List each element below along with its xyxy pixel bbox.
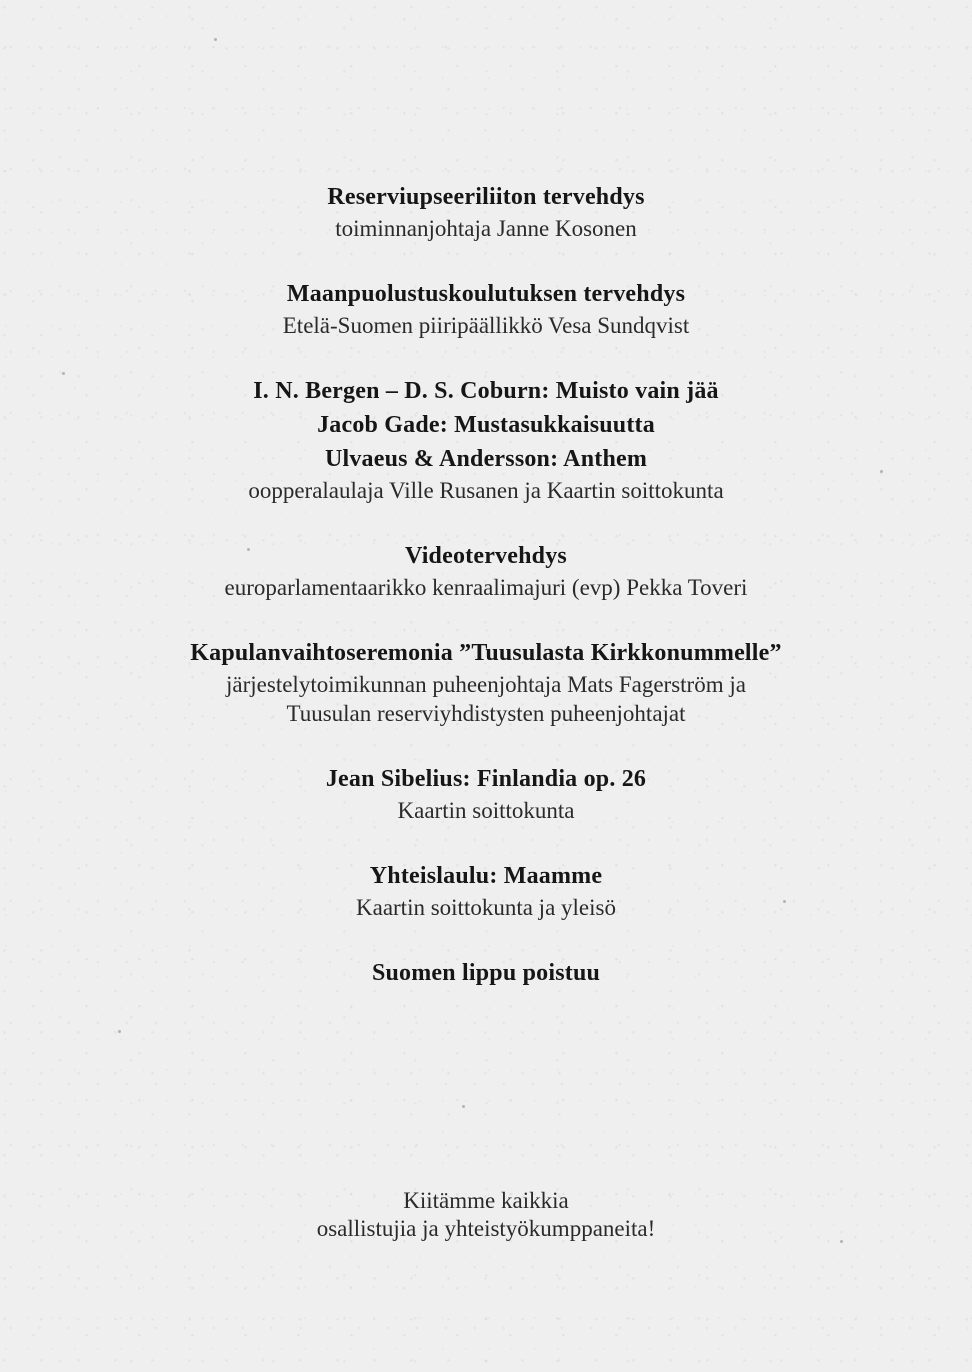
program-item-title: Jacob Gade: Mustasukkaisuutta bbox=[317, 412, 655, 438]
paper-speck bbox=[783, 900, 786, 903]
program-item-performer: Tuusulan reserviyhdistysten puheenjohtajat bbox=[286, 701, 686, 726]
program-item-performer: järjestelytoimikunnan puheenjohtaja Mats Fagerström ja bbox=[226, 672, 746, 697]
paper-speck bbox=[462, 1105, 465, 1108]
paper-speck bbox=[840, 1240, 843, 1243]
program-item-performer: europarlamentaarikko kenraalimajuri (evp) Pekka Toveri bbox=[224, 575, 748, 600]
paper-speck bbox=[247, 548, 250, 551]
program-item-title: Yhteislaulu: Maamme bbox=[369, 863, 603, 889]
program-item-title: Maanpuolustuskoulutuksen tervehdys bbox=[286, 281, 686, 307]
program-item-title: Reserviupseeriliiton tervehdys bbox=[327, 184, 645, 210]
program-item-performer: Kaartin soittokunta ja yleisö bbox=[356, 895, 616, 920]
thanks-line: Kiitämme kaikkia bbox=[403, 1188, 569, 1213]
program-item-finlandia bbox=[0, 762, 972, 825]
program-item-videotervehdys bbox=[0, 539, 972, 602]
paper-speck bbox=[214, 38, 217, 41]
paper-speck bbox=[880, 470, 883, 473]
program-item-reserviupseeriliitto bbox=[0, 180, 972, 243]
program-item-performer: Etelä-Suomen piiripäällikkö Vesa Sundqvist bbox=[282, 313, 690, 338]
program-item-yhteislaulu bbox=[0, 859, 972, 922]
program-item-lippu bbox=[0, 956, 972, 990]
paper-speck bbox=[62, 372, 65, 375]
program-item-title: Suomen lippu poistuu bbox=[371, 960, 601, 986]
program-item-title: Jean Sibelius: Finlandia op. 26 bbox=[325, 766, 647, 792]
program-list bbox=[0, 180, 972, 1024]
program-item-title: Ulvaeus & Andersson: Anthem bbox=[324, 446, 648, 472]
program-item-performer: toiminnanjohtaja Janne Kosonen bbox=[335, 216, 637, 241]
program-item-maanpuolustuskoulutus bbox=[0, 277, 972, 340]
thanks-note bbox=[0, 1187, 972, 1243]
program-item-title: Kapulanvaihtoseremonia ”Tuusulasta Kirkkonummelle” bbox=[190, 640, 782, 666]
thanks-line: osallistujia ja yhteistyökumppaneita! bbox=[316, 1216, 656, 1241]
program-item-kapulanvaihto bbox=[0, 636, 972, 728]
program-item-performer: Kaartin soittokunta bbox=[397, 798, 575, 823]
program-item-performer: oopperalaulaja Ville Rusanen ja Kaartin soittokunta bbox=[248, 478, 724, 503]
program-item-title: I. N. Bergen – D. S. Coburn: Muisto vain jää bbox=[253, 378, 719, 404]
program-item-title: Videotervehdys bbox=[405, 543, 567, 569]
program-item-music-set bbox=[0, 374, 972, 505]
paper-speck bbox=[118, 1030, 121, 1033]
